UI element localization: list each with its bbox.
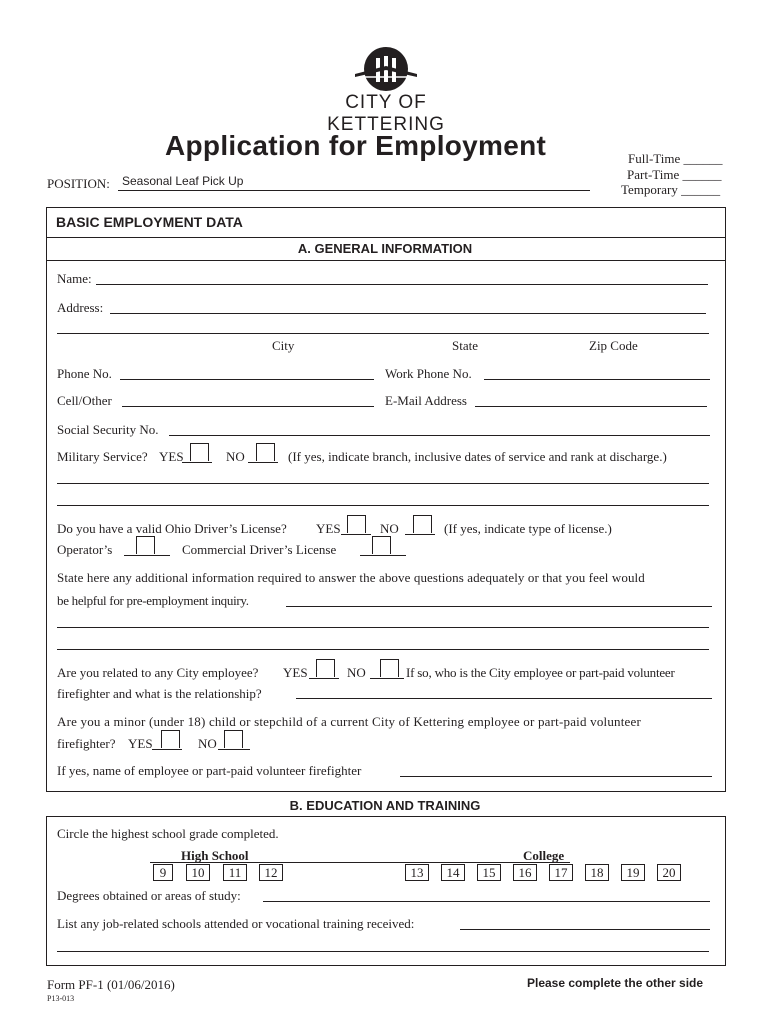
grade-13[interactable]: 13	[405, 864, 429, 881]
schools-label: List any job-related schools attended or vocational training received:	[57, 916, 415, 931]
basic-data-heading: BASIC EMPLOYMENT DATA	[56, 214, 243, 230]
general-info-divider	[46, 237, 726, 238]
schools-field[interactable]	[460, 929, 710, 930]
email-label: E-Mail Address	[385, 393, 467, 408]
grade-10[interactable]: 10	[186, 864, 210, 881]
grade-14[interactable]: 14	[441, 864, 465, 881]
grade-prompt: Circle the highest school grade completed.	[57, 826, 279, 841]
additional-info-field-line3[interactable]	[57, 649, 709, 650]
related-yes-underline	[309, 678, 339, 679]
military-yes-label: YES	[159, 449, 184, 464]
related-relationship-field[interactable]	[296, 698, 712, 699]
commercial-underline	[360, 555, 406, 556]
college-label: College	[523, 848, 565, 863]
minor-no-label: NO	[198, 736, 217, 751]
grade-15[interactable]: 15	[477, 864, 501, 881]
related-line2: firefighter and what is the relationship?	[57, 686, 262, 701]
education-heading: B. EDUCATION AND TRAINING	[289, 798, 481, 813]
grade-header-line	[150, 862, 570, 863]
schools-field-line2[interactable]	[57, 951, 709, 952]
ssn-label: Social Security No.	[57, 422, 159, 437]
military-label: Military Service?	[57, 449, 148, 464]
related-no-label: NO	[347, 665, 366, 680]
minor-no-underline	[218, 749, 250, 750]
grade-9[interactable]: 9	[153, 864, 173, 881]
cell-label: Cell/Other	[57, 393, 112, 408]
name-field[interactable]	[96, 284, 708, 285]
address-field[interactable]	[110, 313, 706, 314]
general-info-divider-bottom	[46, 260, 726, 261]
related-yes-checkbox[interactable]	[316, 659, 335, 677]
position-underline	[118, 190, 590, 191]
related-no-underline	[370, 678, 404, 679]
footer-note: Please complete the other side	[527, 976, 704, 990]
grade-11[interactable]: 11	[223, 864, 247, 881]
license-note: (If yes, indicate type of license.)	[444, 521, 612, 536]
related-yes-label: YES	[283, 665, 308, 680]
address-field-line2[interactable]	[57, 333, 709, 334]
additional-info-line1: State here any additional information required to answer the above questions adequately or that you feel would	[57, 570, 645, 585]
related-label: Are you related to any City employee?	[57, 665, 259, 680]
military-details-line2[interactable]	[57, 505, 709, 506]
license-yes-checkbox[interactable]	[347, 515, 366, 533]
minor-yes-checkbox[interactable]	[161, 730, 180, 748]
minor-name-label: If yes, name of employee or part-paid volunteer firefighter	[57, 763, 362, 778]
cell-field[interactable]	[122, 406, 374, 407]
work-phone-label: Work Phone No.	[385, 366, 472, 381]
license-no-checkbox[interactable]	[413, 515, 432, 533]
grade-12[interactable]: 12	[259, 864, 283, 881]
name-label: Name:	[57, 271, 92, 286]
minor-no-checkbox[interactable]	[224, 730, 243, 748]
license-label: Do you have a valid Ohio Driver’s License?	[57, 521, 287, 536]
military-yes-checkbox[interactable]	[190, 443, 209, 461]
operators-label: Operator’s	[57, 542, 113, 557]
additional-info-field[interactable]	[286, 606, 712, 607]
license-no-underline	[405, 534, 435, 535]
work-phone-field[interactable]	[484, 379, 710, 380]
minor-line1: Are you a minor (under 18) child or stepchild of a current City of Kettering employee or part-paid volunteer	[57, 714, 642, 729]
grade-20[interactable]: 20	[657, 864, 681, 881]
basic-data-section	[46, 207, 726, 792]
related-note: If so, who is the City employee or part-paid volunteer	[406, 665, 675, 680]
license-yes-label: YES	[316, 521, 341, 536]
minor-line2: firefighter?	[57, 736, 116, 751]
employment-type-fulltime[interactable]: Full-Time ______	[628, 151, 723, 166]
related-no-checkbox[interactable]	[380, 659, 399, 677]
employment-type-temporary[interactable]: Temporary ______	[621, 182, 721, 197]
military-no-underline	[248, 462, 278, 463]
grade-17[interactable]: 17	[549, 864, 573, 881]
military-details-line1[interactable]	[57, 483, 709, 484]
logo-wordmark: CITY OF KETTERING	[327, 92, 445, 135]
minor-yes-label: YES	[128, 736, 153, 751]
phone-field[interactable]	[120, 379, 374, 380]
additional-info-line2: be helpful for pre-employment inquiry.	[57, 593, 249, 608]
grade-18[interactable]: 18	[585, 864, 609, 881]
degrees-field[interactable]	[263, 901, 710, 902]
form-code: P13-013	[47, 994, 75, 1003]
email-field[interactable]	[475, 406, 707, 407]
zip-label: Zip Code	[589, 338, 638, 353]
form-id: Form PF-1 (01/06/2016)	[47, 977, 175, 992]
license-yes-underline	[341, 534, 371, 535]
address-label: Address:	[57, 300, 104, 315]
military-no-checkbox[interactable]	[256, 443, 275, 461]
minor-yes-underline	[152, 749, 182, 750]
degrees-label: Degrees obtained or areas of study:	[57, 888, 241, 903]
military-yes-underline	[182, 462, 212, 463]
position-field[interactable]: Seasonal Leaf Pick Up	[122, 174, 244, 188]
page-title: Application for Employment	[165, 130, 547, 161]
phone-label: Phone No.	[57, 366, 112, 381]
military-note: (If yes, indicate branch, inclusive dates of service and rank at discharge.)	[288, 449, 667, 464]
grade-19[interactable]: 19	[621, 864, 645, 881]
ssn-field[interactable]	[169, 435, 710, 436]
additional-info-field-line2[interactable]	[57, 627, 709, 628]
state-label: State	[452, 338, 478, 353]
commercial-label: Commercial Driver’s License	[182, 542, 337, 557]
minor-name-field[interactable]	[400, 776, 712, 777]
license-no-label: NO	[380, 521, 399, 536]
military-no-label: NO	[226, 449, 245, 464]
employment-type-parttime[interactable]: Part-Time ______	[627, 167, 722, 182]
position-label: POSITION:	[47, 176, 110, 191]
grade-16[interactable]: 16	[513, 864, 537, 881]
operators-checkbox[interactable]	[136, 536, 155, 554]
commercial-checkbox[interactable]	[372, 536, 391, 554]
operators-underline	[124, 555, 170, 556]
high-school-label: High School	[181, 848, 249, 863]
city-label: City	[272, 338, 295, 353]
general-info-heading: A. GENERAL INFORMATION	[297, 241, 473, 256]
